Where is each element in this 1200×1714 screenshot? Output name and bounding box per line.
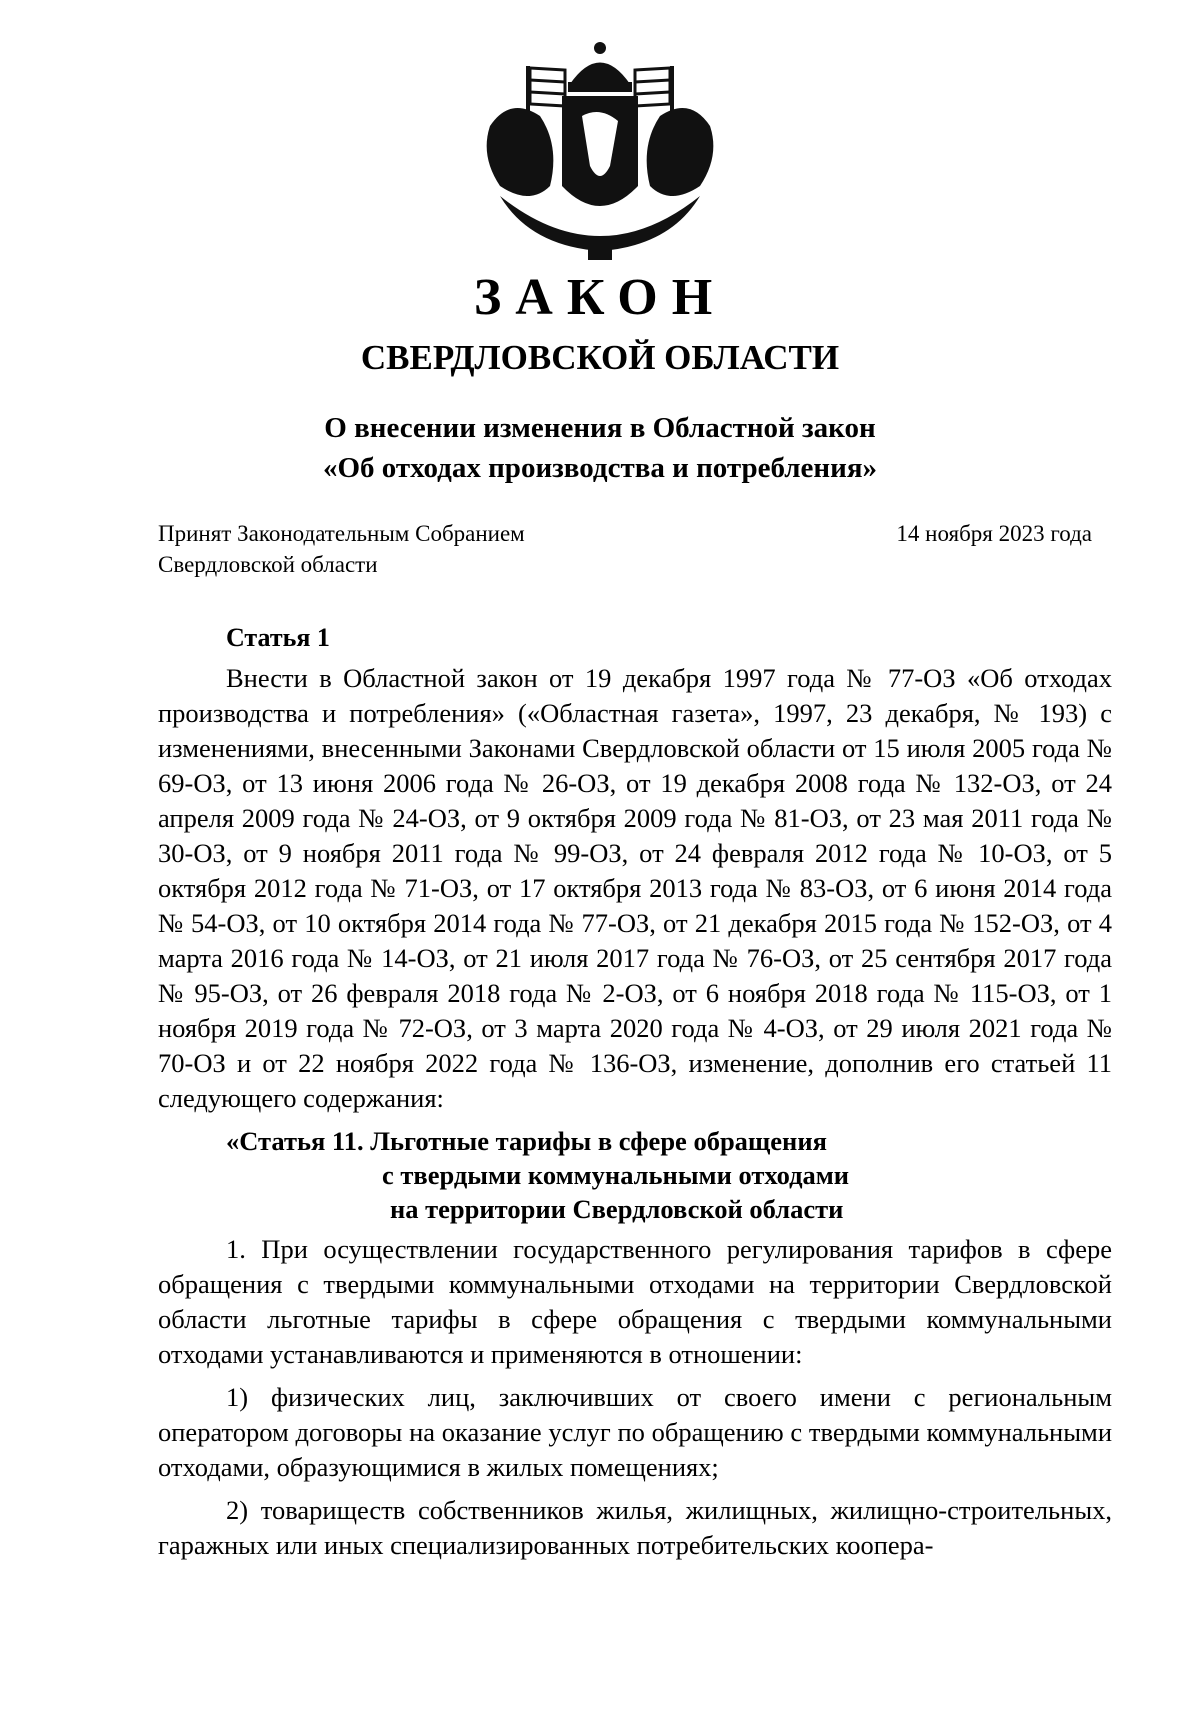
article-1-text: Внести в Областной закон от 19 декабря 1997 года № 77-ОЗ «Об отходах производства и потребления» («Областная газета», 1997, 23 декабря, № 193) с изменениями, внесенными Законами Свердловской области от 15 июля 2005 года № 69-ОЗ, от 13 июня 2006 года № 26-ОЗ, от 19 декабря 2008 года № 132-ОЗ, от 24 апреля 2009 года № 24-ОЗ, от 9 октября 2009 года № 81-ОЗ, от 23 мая 2011 года № 30-ОЗ, от 9 ноября 2011 года № 99-ОЗ, от 24 февраля 2012 года № 10-ОЗ, от 5 октября 2012 года № 71-ОЗ, от 17 октября 2013 года № 83-ОЗ, от 6 июня 2014 года № 54-ОЗ, от 10 октября 2014 года № 77-ОЗ, от 21 декабря 2015 года № 152-ОЗ, от 4 марта 2016 года № 14-ОЗ, от 21 июля 2017 года № 76-ОЗ, от 25 сентября 2017 года № 95-ОЗ, от 26 февраля 2018 года № 2-ОЗ, от 6 ноября 2018 года № 115-ОЗ, от 1 ноября 2019 года № 72-ОЗ, от 3 марта 2020 года № 4-ОЗ, от 29 июля 2021 года № 70-ОЗ и от 22 ноября 2022 года № 136-ОЗ, изменение, дополнив его статьей 11 следующего содержания:	[158, 663, 1112, 1113]
law-body	[158, 620, 1112, 1563]
adoption-line-2: Свердловской области	[158, 552, 378, 577]
article-11-heading	[226, 1124, 1112, 1226]
law-subject-line-2: «Об отходах производства и потребления»	[322, 452, 878, 484]
law-subject	[0, 408, 1200, 488]
article-1-heading: Статья 1	[226, 623, 330, 652]
article-11-item-2: 2) товариществ собственников жилья, жилищных, жилищно-строительных, гаражных или иных специализированных потребительских коопера-	[158, 1495, 1112, 1560]
adoption-body	[158, 518, 525, 580]
document-type-title: ЗАКОН	[473, 269, 727, 326]
law-subject-line-1: О внесении изменения в Областной закон	[324, 412, 876, 444]
article-11-paragraph-1: 1. При осуществлении государственного регулирования тарифов в сфере обращения с твердыми коммунальными отходами на территории Свердловской области льготные тарифы в сфере обращения с твердыми коммунальными отходами устанавливаются и применяются в отношении:	[158, 1234, 1112, 1369]
article-11-heading-line-3: на территории Свердловской области	[390, 1194, 844, 1224]
article-11-heading-line-2: с твердыми коммунальными отходами	[382, 1160, 850, 1190]
coat-of-arms-emblem	[470, 36, 730, 266]
adoption-date: 14 ноября 2023 года	[896, 521, 1092, 546]
article-11-item-1: 1) физических лиц, заключивших от своего имени с региональным оператором договоры на оказание услуг по обращению с твердыми коммунальными отходами, образующимися в жилых помещениях;	[158, 1382, 1112, 1482]
article-11-heading-line-1: «Статья 11. Льготные тарифы в сфере обращения	[226, 1126, 827, 1156]
region-title: СВЕРДЛОВСКОЙ ОБЛАСТИ	[360, 338, 840, 377]
adoption-line-1: Принят Законодательным Собранием	[158, 521, 525, 546]
